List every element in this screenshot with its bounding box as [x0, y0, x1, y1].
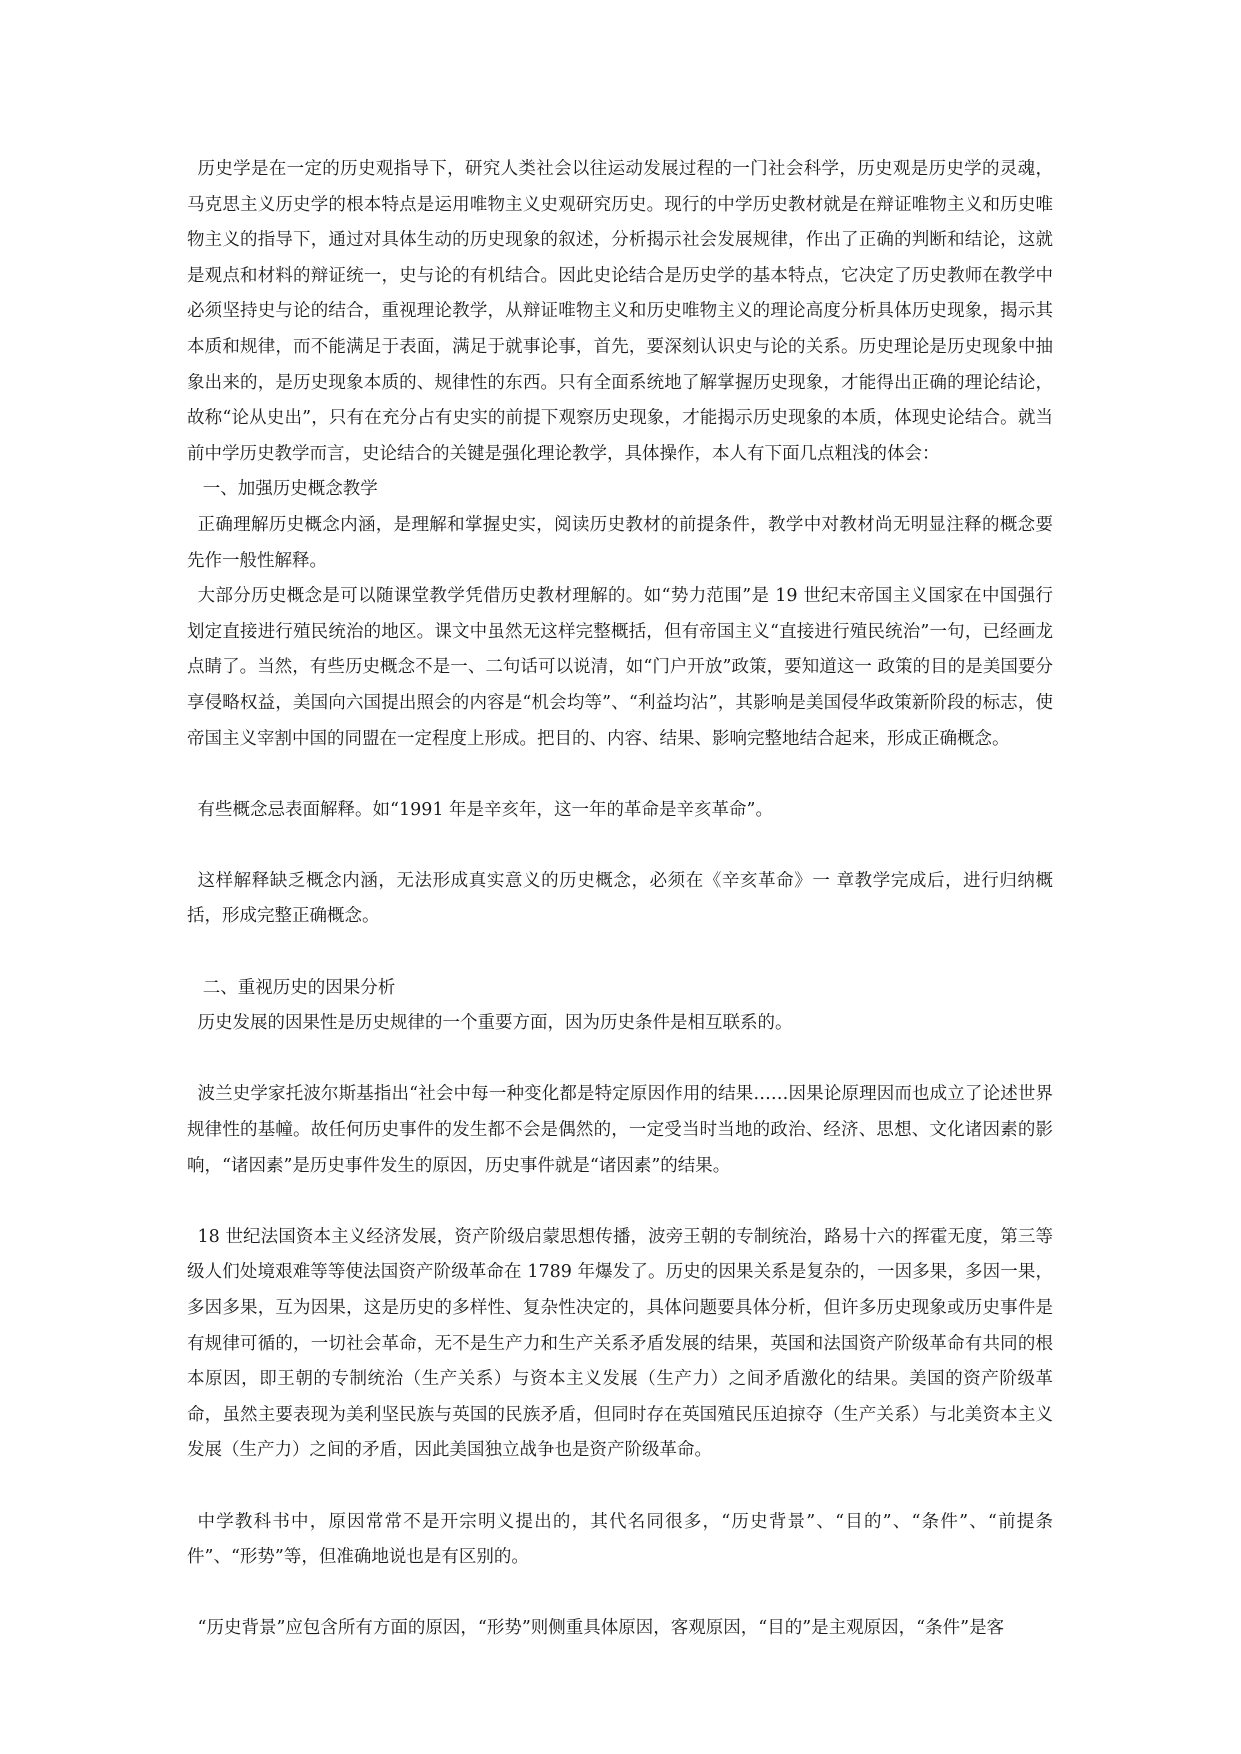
paragraph: 这样解释缺乏概念内涵，无法形成真实意义的历史概念，必须在《辛亥革命》一 章教学完成后，进行归纳概括，形成完整正确概念。: [187, 870, 1053, 927]
paragraph: 18 世纪法国资本主义经济发展，资产阶级启蒙思想传播，波旁王朝的专制统治，路易十六的挥霍无度，第三等级人们处境艰难等等使法国资产阶级革命在 1789 年爆发了。历史的因果关系是复杂的，一因多果，多因一果，多因多果，互为因果，这是历史的多样性、复杂性决定的，具体问题要具体分析，但许多历史现象或历史事件是有规律可循的，一切社会革命，无不是生产力和生产关系矛盾发展的结果，英国和法国资产阶级革命有共同的根本原因，即王朝的专制统治（生产关系）与资本主义发展（生产力）之间矛盾激化的结果。美国的资产阶级革命，虽然主要表现为美利坚民族与英国的民族矛盾，但同时存在英国殖民压迫掠夺（生产关系）与北美资本主义发展（生产力）之间的矛盾，因此美国独立战争也是资产阶级革命。: [187, 1226, 1053, 1461]
paragraph: 大部分历史概念是可以随课堂教学凭借历史教材理解的。如“势力范围”是 19 世纪末帝国主义国家在中国强行划定直接进行殖民统治的地区。课文中虽然无这样完整概括，但有帝国主义“直接进行殖民统治”一句，已经画龙点睛了。当然，有些历史概念不是一、二句话可以说清，如“门户开放”政策，要知道这一 政策的目的是美国要分享侵略权益，美国向六国提出照会的内容是“机会均等”、“利益均沾”，其影响是美国侵华政策新阶段的标志，使帝国主义宰割中国的同盟在一定程度上形成。把目的、内容、结果、影响完整地结合起来，形成正确概念。: [187, 586, 1053, 749]
paragraph: “历史背景”应包含所有方面的原因，“形势”则侧重具体原因，客观原因，“目的”是主观原因，“条件”是客: [197, 1618, 1005, 1639]
paragraph: 历史发展的因果性是历史规律的一个重要方面，因为历史条件是相互联系的。: [197, 1013, 793, 1034]
paragraph: 有些概念忌表面解释。如“1991 年是辛亥年，这一年的革命是辛亥革命”。: [197, 799, 773, 820]
section-heading-2: 二、重视历史的因果分析: [202, 977, 396, 998]
section-heading-1: 一、加强历史概念教学: [202, 479, 378, 500]
paragraph: 正确理解历史概念内涵，是理解和掌握史实，阅读历史教材的前提条件，教学中对教材尚无明显注释的概念要先作一般性解释。: [187, 514, 1053, 571]
paragraph: 中学教科书中，原因常常不是开宗明义提出的，其代名同很多，“历史背景”、“目的”、“条件”、“前提条件”、“形势”等，但准确地说也是有区别的。: [187, 1511, 1053, 1568]
paragraph: 波兰史学家托波尔斯基指出“社会中每一种变化都是特定原因作用的结果……因果论原理因而也成立了论述世界规律性的基幢。故任何历史事件的发生都不会是偶然的，一定受当时当地的政治、经济、思想、文化诸因素的影响，“诸因素”是历史事件发生的原因，历史事件就是“诸因素”的结果。: [187, 1084, 1053, 1176]
document-body: [187, 152, 1053, 1647]
paragraph-intro: 历史学是在一定的历史观指导下，研究人类社会以往运动发展过程的一门社会科学，历史观是历史学的灵魂，马克思主义历史学的根本特点是运用唯物主义史观研究历史。现行的中学历史教材就是在辩证唯物主义和历史唯物主义的指导下，通过对具体生动的历史现象的叙述，分析揭示社会发展规律，作出了正确的判断和结论，这就是观点和材料的辩证统一，史与论的有机结合。因此史论结合是历史学的基本特点，它决定了历史教师在教学中必须坚持史与论的结合，重视理论教学，从辩证唯物主义和历史唯物主义的理论高度分析具体历史现象，揭示其本质和规律，而不能满足于表面，满足于就事论事，首先，要深刻认识史与论的关系。历史理论是历史现象中抽象出来的，是历史现象本质的、规律性的东西。只有全面系统地了解掌握历史现象，才能得出正确的理论结论，故称“论从史出”，只有在充分占有史实的前提下观察历史现象，才能揭示历史现象的本质，体现史论结合。就当前中学历史教学而言，史论结合的关键是强化理论教学，具体操作，本人有下面几点粗浅的体会：: [187, 159, 1053, 464]
